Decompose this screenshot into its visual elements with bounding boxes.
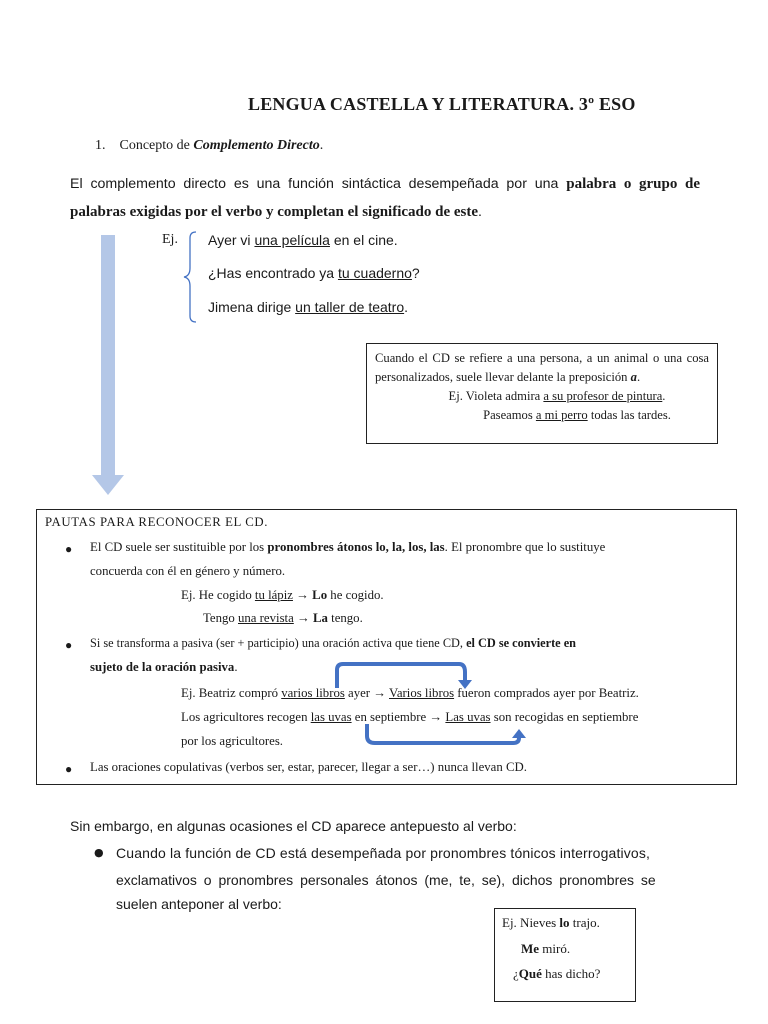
- example-cd: tu cuaderno: [337, 265, 412, 281]
- bullet-icon: ●: [65, 638, 73, 652]
- pautas-b2-line2: [90, 660, 238, 675]
- closing-bullet-line3: suelen anteponer al verbo:: [116, 896, 282, 912]
- small-ex-2: [521, 941, 570, 957]
- pautas-heading: PAUTAS PARA RECONOCER EL CD.: [45, 515, 269, 529]
- example-pre: ¿Has encontrado ya: [208, 265, 338, 281]
- b1-ex2-arrow: →: [293, 611, 313, 625]
- b2-ex1-cd: varios libros: [281, 686, 345, 700]
- b1-ex1-post: he cogido.: [327, 588, 384, 602]
- b2-ex1-post: fueron comprados ayer por Beatriz.: [454, 686, 639, 700]
- small-ex1-post: trajo.: [569, 915, 600, 930]
- bullet-icon: ●: [65, 762, 73, 776]
- down-arrow-icon: [92, 235, 124, 497]
- pronoun-examples-box: [494, 908, 636, 1002]
- note-ex2-pre: Paseamos: [483, 408, 536, 422]
- brace-icon: [182, 230, 198, 324]
- note-preposition: a: [630, 370, 637, 384]
- b2-pre: Si se transforma a pasiva (ser + participio) una oración activa que tiene CD,: [90, 636, 467, 650]
- b1-ex1-pre: Ej. He cogido: [181, 588, 255, 602]
- small-ex-1: [502, 915, 600, 931]
- bullet-icon: ●: [65, 542, 73, 556]
- pautas-b1-line2: concuerda con él en género y número.: [90, 564, 286, 578]
- section-number: 1.: [95, 138, 106, 153]
- pautas-b1-line1: [90, 540, 605, 555]
- b2-ex2-cd: las uvas: [310, 710, 352, 724]
- pautas-box: [36, 509, 737, 785]
- example-line: [208, 265, 420, 281]
- b2-ex1-pre: Ej. Beatriz compró: [181, 686, 282, 700]
- definition-bold: palabra o grupo de palabras exigidas por el verbo y completan el significado de este: [70, 176, 700, 220]
- b1-ex1-pron: Lo: [312, 588, 328, 602]
- b2-bold1: el CD se convierte en: [466, 636, 577, 650]
- pautas-b1-ex2: [203, 611, 363, 626]
- b2-ex1-subj: Varios libros: [389, 686, 455, 700]
- example-cd: un taller de teatro: [295, 299, 405, 315]
- small-ex2-post: miró.: [539, 941, 571, 956]
- definition-paragraph: [70, 170, 700, 226]
- note-ex2-post: todas las tardes.: [587, 408, 671, 422]
- b2-ex2-subj: Las uvas: [445, 710, 491, 724]
- small-ex3-post: has dicho?: [541, 966, 601, 981]
- document-title: LENGUA CASTELLA Y LITERATURA. 3º ESO: [248, 94, 636, 114]
- example-pre: Ayer vi: [208, 232, 255, 248]
- b1-ex2-post: tengo.: [327, 611, 363, 625]
- example-post: en el cine.: [329, 232, 398, 248]
- b1-post: . El pronombre que lo sustituye: [444, 540, 606, 554]
- closing-bullet-line2: exclamativos o pronombres personales átonos (me, te, se), dichos pronombres se: [116, 872, 656, 888]
- small-ex1-bold: lo: [559, 915, 570, 930]
- small-ex2-bold: Me: [521, 941, 540, 956]
- pautas-b1-ex1: [181, 588, 384, 603]
- b2-bold2: sujeto de la oración pasiva: [90, 660, 235, 674]
- section-term: Complemento Directo: [193, 138, 320, 153]
- example-cd: una película: [254, 232, 330, 248]
- closing-intro: Sin embargo, en algunas ocasiones el CD aparece antepuesto al verbo:: [70, 818, 517, 834]
- note-text: Cuando el CD se refiere a una persona, a un animal o una cosa personalizados, suele llevar delante la preposición: [375, 351, 709, 384]
- small-ex3-pre: ¿: [513, 966, 519, 981]
- example-line: [208, 299, 408, 315]
- small-ex-3: [513, 966, 600, 982]
- example-post: ?: [411, 265, 420, 281]
- section-suffix: .: [319, 138, 324, 153]
- pautas-b2-line1: [90, 636, 576, 651]
- b1-ex2-pre: Tengo: [203, 611, 238, 625]
- closing-bullet-line1: Cuando la función de CD está desempeñada por pronombres tónicos interrogativos,: [116, 845, 651, 861]
- b1-ex1-cd: tu lápiz: [254, 588, 293, 602]
- curved-arrow-icon: [363, 724, 529, 746]
- definition-end: .: [478, 204, 482, 220]
- note-ex1-pre: Ej. Violeta admira: [448, 389, 544, 403]
- bullet-icon: ●: [94, 846, 104, 859]
- b2-ex2-mid: en septiembre →: [351, 710, 446, 724]
- b1-bold: pronombres átonos lo, la, los, las: [267, 540, 445, 554]
- note-example-2: [375, 406, 709, 425]
- b1-ex2-pron: La: [313, 611, 328, 625]
- note-ex1-post: .: [662, 389, 666, 403]
- example-line: [208, 232, 398, 248]
- note-example-1: [375, 387, 709, 406]
- pautas-b3: Las oraciones copulativas (verbos ser, estar, parecer, llegar a ser…) nunca llevan CD.: [90, 760, 527, 774]
- section-prefix: Concepto de: [119, 138, 194, 153]
- example-pre: Jimena dirige: [208, 299, 296, 315]
- b2-ex1-mid: ayer →: [344, 686, 390, 700]
- b2-ex2-post: son recogidas en septiembre: [490, 710, 639, 724]
- definition-text: El complemento directo es una función sintáctica desempeñada por una: [70, 176, 567, 192]
- note-ex1-cd: a su profesor de pintura: [543, 389, 663, 403]
- pautas-b2-ex2: [181, 710, 638, 725]
- b2-end: .: [234, 660, 238, 674]
- note-ex2-cd: a mi perro: [535, 408, 588, 422]
- examples-label: Ej.: [162, 232, 178, 247]
- note-end: .: [636, 370, 641, 384]
- example-post: .: [404, 299, 409, 315]
- note-box: [366, 343, 718, 444]
- b1-ex1-arrow: →: [292, 588, 313, 602]
- pautas-b2-ex2-line2: por los agricultores.: [181, 734, 283, 748]
- b1-ex2-cd: una revista: [238, 611, 294, 625]
- section-heading: [95, 138, 323, 154]
- b2-ex2-pre: Los agricultores recogen: [181, 710, 311, 724]
- pautas-b2-ex1: [181, 686, 639, 701]
- b1-pre: El CD suele ser sustituible por los: [90, 540, 268, 554]
- small-ex1-pre: Ej. Nieves: [502, 915, 560, 930]
- small-ex3-bold: Qué: [518, 966, 542, 981]
